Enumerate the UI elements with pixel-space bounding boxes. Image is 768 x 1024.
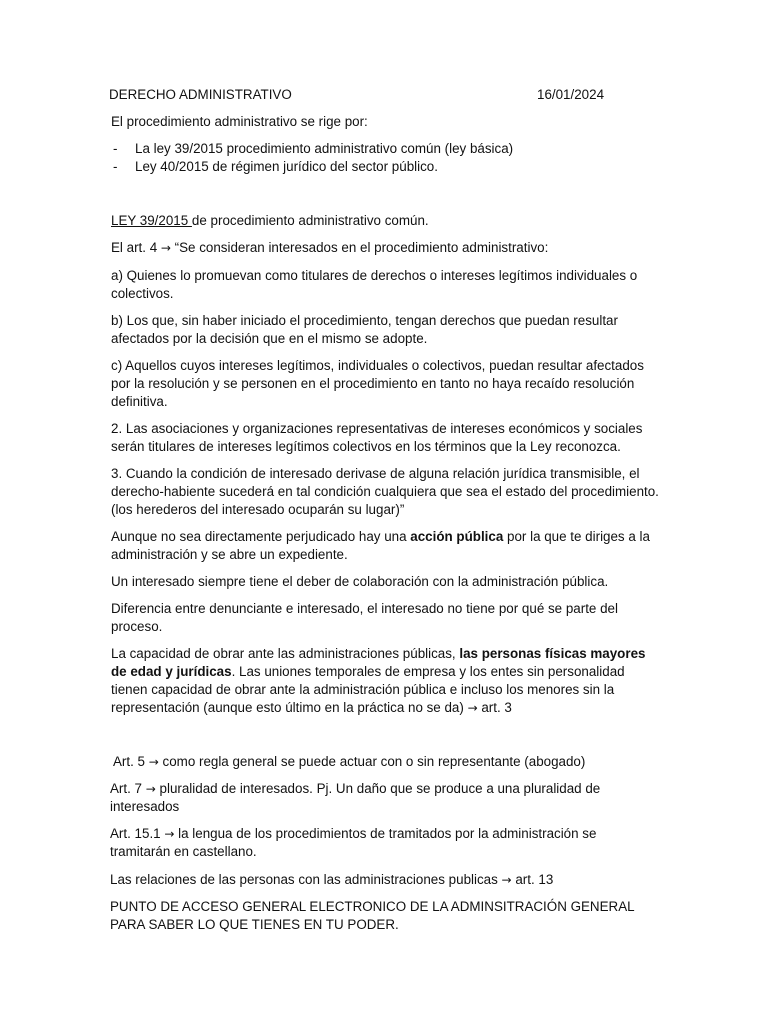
sources-list (111, 140, 659, 176)
law-heading (111, 212, 659, 230)
law-heading-underlined: LEY 39/2015 (111, 213, 192, 228)
arrow-right-icon: → (160, 241, 171, 255)
punto-acceso-paragraph: PUNTO DE ACCESO GENERAL ELECTRONICO DE LA ADMINSITRACIÓN GENERAL PARA SABER LO QUE TIENES EN TU PODER. (110, 899, 635, 932)
art5-paragraph: Art. 5 → como regla general se puede actuar con o sin representante (abogado) (113, 754, 586, 769)
accion-publica-paragraph: Aunque no sea directamente perjudicado hay una acción pública por la que te diriges a la administración y se abre un expediente. (111, 529, 650, 562)
accion-publica-bold: acción pública (410, 529, 504, 544)
bullet-dash: - (113, 159, 118, 174)
art4-paragraph: El art. 4 → “Se consideran interesados en el procedimiento administrativo: (111, 240, 549, 255)
paragraph-c: c) Aquellos cuyos intereses legítimos, individuales o colectivos, puedan resultar afectados por la resolución y se personen en el procedimiento en tanto no haya recaído resolución definitiva. (111, 358, 644, 409)
capacidad-paragraph: La capacidad de obrar ante las administraciones públicas, las personas físicas mayores de edad y jurídicas. Las uniones temporales de empresa y los entes sin personalidad tienen capacidad de obrar ante la administración pública e incluso los menores sin la representación (aunque esto último en la práctica no se da) → art. 3 (111, 646, 646, 715)
diferencia-paragraph: Diferencia entre denunciante e interesado, el interesado no tiene por qué se parte del proceso. (111, 601, 618, 634)
arrow-right-icon: → (501, 873, 512, 887)
art15-paragraph: Art. 15.1 → la lengua de los procedimientos de tramitados por la administración se tramitarán en castellano. (110, 826, 597, 859)
document-title: DERECHO ADMINISTRATIVO (109, 87, 292, 102)
paragraph-3: 3. Cuando la condición de interesado derivase de alguna relación jurídica transmisible, el derecho-habiente sucederá en tal condición cualquiera que sea el estado del procedimiento. (los herederos del interesado ocuparán su lugar)” (111, 466, 659, 517)
intro-paragraph: El procedimiento administrativo se rige por: (111, 114, 368, 129)
law-heading-rest: de procedimiento administrativo común. (191, 213, 429, 228)
bullet-dash: - (113, 141, 118, 156)
paragraph-a: a) Quienes lo promuevan como titulares de derechos o intereses legítimos individuales o colectivos. (111, 268, 638, 301)
arrow-right-icon: → (148, 755, 159, 769)
capacidad-bold: las personas físicas mayores de edad y jurídicas (111, 646, 646, 679)
arrow-right-icon: → (467, 701, 478, 715)
document-date: 16/01/2024 (537, 87, 605, 102)
relaciones-paragraph: Las relaciones de las personas con las administraciones publicas → art. 13 (110, 872, 554, 887)
colaboracion-paragraph: Un interesado siempre tiene el deber de colaboración con la administración pública. (111, 574, 609, 589)
list-item: - La ley 39/2015 procedimiento administrativo común (ley básica) (113, 141, 514, 156)
paragraph-b: b) Los que, sin haber iniciado el procedimiento, tengan derechos que puedan resultar afectados por la decisión que en el mismo se adopte. (111, 313, 618, 346)
art7-paragraph: Art. 7 → pluralidad de interesados. Pj. Un daño que se produce a una pluralidad de interesados (110, 781, 601, 814)
list-item: - Ley 40/2015 de régimen jurídico del sector público. (113, 159, 438, 174)
arrow-right-icon: → (145, 782, 156, 796)
paragraph-2: 2. Las asociaciones y organizaciones representativas de intereses económicos y sociales serán titulares de intereses legítimos colectivos en los términos que la Ley reconozca. (111, 421, 643, 454)
arrow-right-icon: → (164, 827, 175, 841)
